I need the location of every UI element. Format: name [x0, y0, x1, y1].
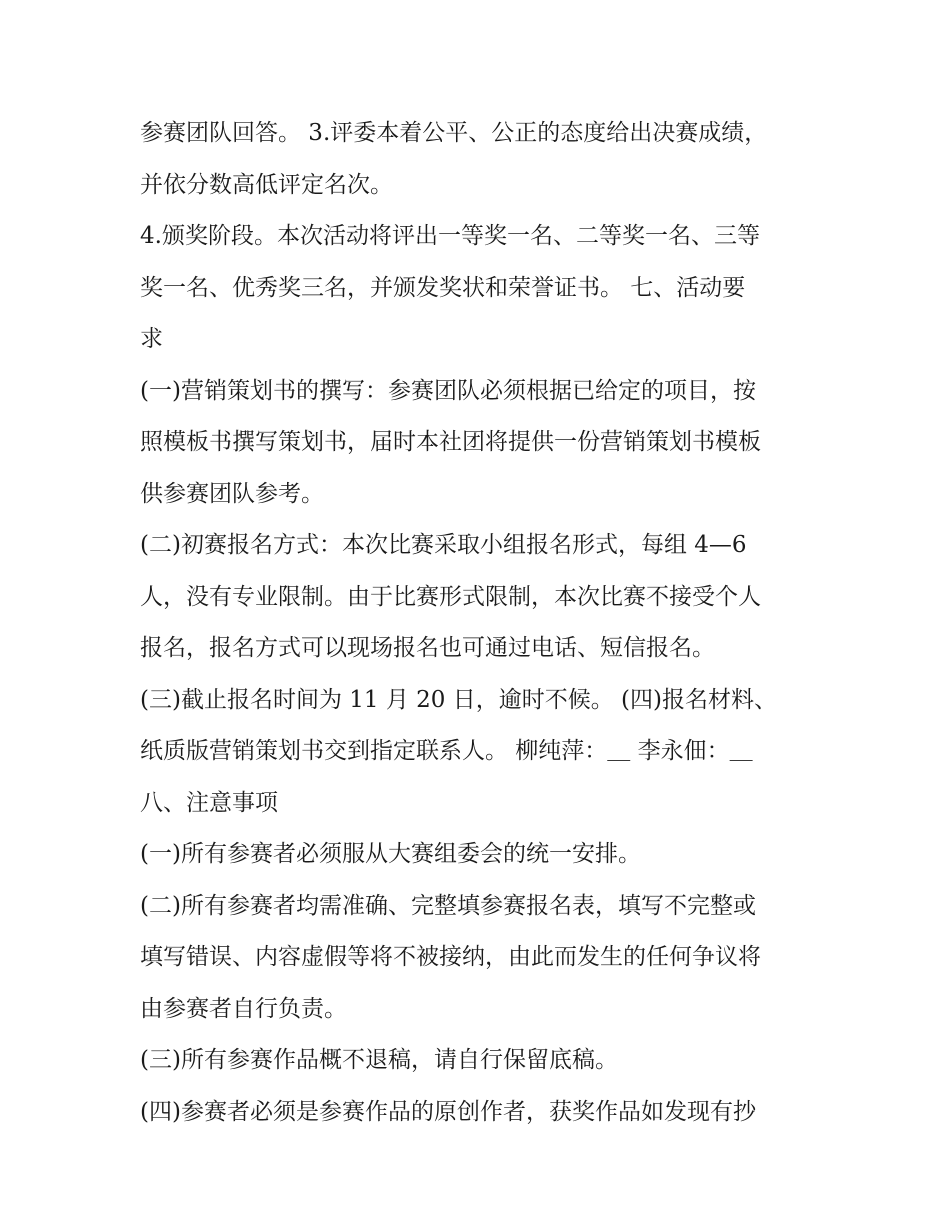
text-line: (二)所有参赛者均需准确、完整填参赛报名表，填写不完整或	[140, 892, 756, 919]
section-heading: 八、注意事项	[140, 789, 278, 816]
text-line: 奖一名、优秀奖三名，并颁发奖状和荣誉证书。 七、活动要	[140, 274, 746, 301]
text-line: 供参赛团队参考。	[140, 480, 324, 507]
document-body	[140, 108, 820, 1138]
text-line: (一)营销策划书的撰写：参赛团队必须根据已给定的项目，按	[140, 377, 756, 404]
text-line: 报名，报名方式可以现场报名也可通过电话、短信报名。	[140, 635, 715, 661]
text-line: (四)参赛者必须是参赛作品的原创作者，获奖作品如发现有抄	[140, 1098, 756, 1125]
text-line: (一)所有参赛者必须服从大赛组委会的统一安排。	[140, 841, 641, 867]
text-line: 参赛团队回答。 3.评委本着公平、公正的态度给出决赛成绩，	[140, 120, 768, 146]
text-line: (三)截止报名时间为 11 月 20 日，逾时不候。 (四)报名材料、	[140, 686, 777, 713]
text-line: 并依分数高低评定名次。	[140, 171, 393, 198]
text-line: 照模板书撰写策划书，届时本社团将提供一份营销策划书模板	[140, 429, 761, 455]
text-line: (三)所有参赛作品概不退稿，请自行保留底稿。	[140, 1047, 618, 1073]
text-line: 纸质版营销策划书交到指定联系人。 柳纯萍：＿ 李永佃：＿	[140, 738, 753, 764]
text-line: 人，没有专业限制。由于比赛形式限制，本次比赛不接受个人	[140, 583, 761, 610]
text-line: 4.颁奖阶段。本次活动将评出一等奖一名、二等奖一名、三等	[140, 223, 760, 249]
text-line: 由参赛者自行负责。	[140, 995, 347, 1022]
text-line: (二)初赛报名方式：本次比赛采取小组报名形式，每组 4—6	[140, 532, 747, 558]
text-line: 填写错误、内容虚假等将不被接纳，由此而发生的任何争议将	[140, 944, 761, 970]
text-line: 求	[140, 326, 163, 352]
